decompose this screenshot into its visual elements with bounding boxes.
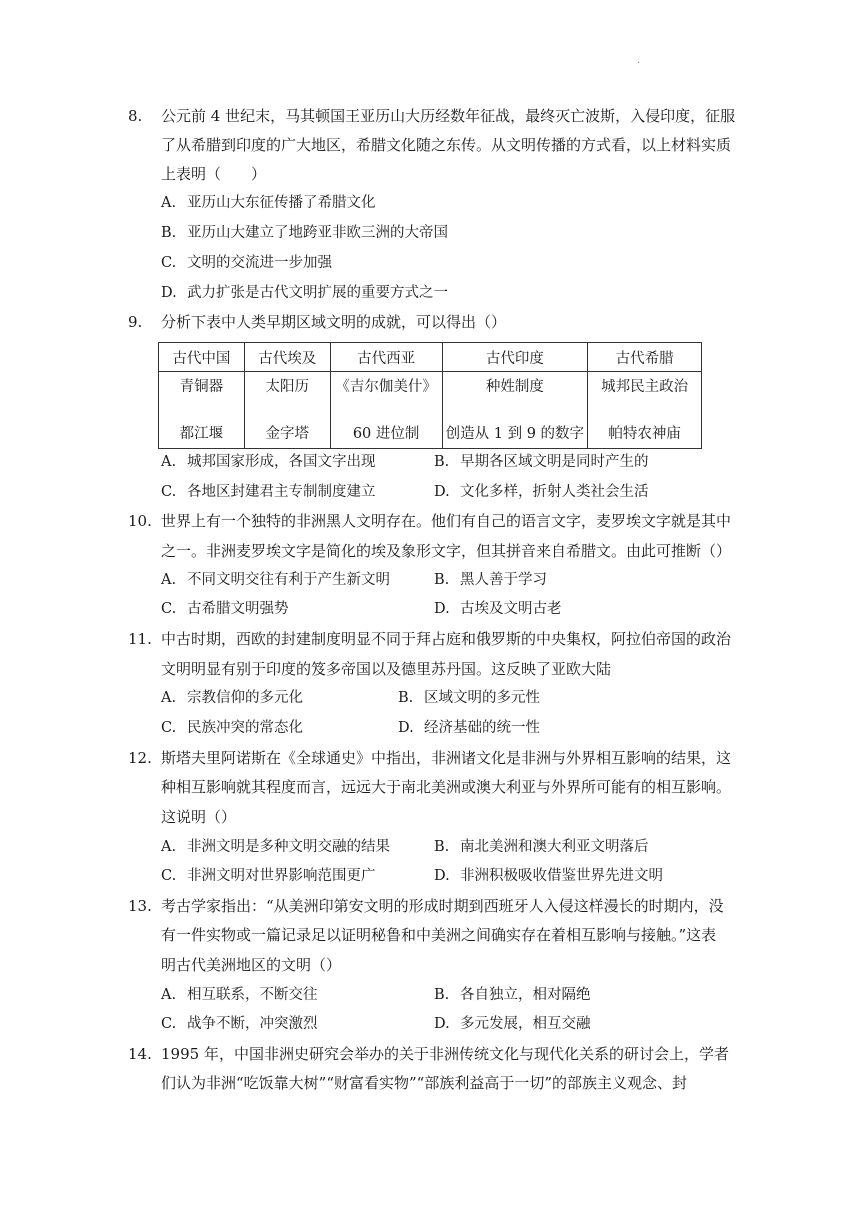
option-b[interactable]: B. 亚历山大建立了地跨亚非欧三洲的大帝国 bbox=[161, 225, 448, 241]
option-b[interactable]: B. 早期各区域文明是同时产生的 bbox=[434, 454, 649, 470]
table-header-cell: 古代西亚 bbox=[330, 343, 442, 372]
option-a[interactable]: A. 城邦国家形成，各国文字出现 bbox=[161, 454, 376, 470]
option-b[interactable]: B. 区域文明的多元性 bbox=[398, 690, 540, 706]
option-a[interactable]: A. 宗教信仰的多元化 bbox=[161, 690, 303, 706]
question-text-line: 世界上有一个独特的非洲黑人文明存在。他们有自己的语言文字，麦罗埃文字就是其中 bbox=[161, 512, 732, 530]
question-number: 8. bbox=[128, 107, 143, 125]
option-a[interactable]: A. 不同文明交往有利于产生新文明 bbox=[161, 572, 390, 588]
question-text-line: 们认为非洲“吃饭靠大树”“财富看实物”“部族利益高于一切”的部族主义观念、封 bbox=[161, 1074, 688, 1092]
option-b[interactable]: B. 各自独立，相对隔绝 bbox=[434, 987, 591, 1003]
option-b[interactable]: B. 黑人善于学习 bbox=[434, 572, 547, 588]
cell-achievement: 《吉尔伽美什》 bbox=[335, 379, 437, 395]
table-cell bbox=[588, 372, 702, 449]
civilization-table bbox=[158, 342, 702, 449]
table-cell bbox=[330, 372, 442, 449]
question-text-line: 考古学家指出：“从美洲印第安文明的形成时期到西班牙人入侵这样漫长的时期内，没 bbox=[161, 897, 724, 915]
cell-achievement: 种姓制度 bbox=[485, 379, 544, 395]
cell-achievement: 60 进位制 bbox=[352, 426, 420, 442]
cell-achievement: 金字塔 bbox=[265, 426, 310, 442]
option-d[interactable]: D. 非洲积极吸收借鉴世界先进文明 bbox=[434, 868, 663, 884]
option-d[interactable]: D. 古埃及文明古老 bbox=[434, 601, 562, 617]
question-text-line: 这说明（） bbox=[161, 808, 237, 826]
question-number: 12. bbox=[128, 749, 152, 767]
cell-achievement: 创造从 1 到 9 的数字 bbox=[445, 426, 585, 442]
option-b[interactable]: B. 南北美洲和澳大利亚文明落后 bbox=[434, 839, 649, 855]
option-c[interactable]: C. 各地区封建君主专制制度建立 bbox=[161, 484, 376, 500]
question-text-line: 了从希腊到印度的广大地区，希腊文化随之东传。从文明传播的方式看，以上材料实质 bbox=[161, 136, 732, 154]
cell-achievement: 帕特农神庙 bbox=[608, 426, 681, 442]
table-header-cell: 古代印度 bbox=[442, 343, 588, 372]
question-text-line: 上表明（ ） bbox=[161, 165, 267, 183]
table-cell bbox=[244, 372, 330, 449]
table-row bbox=[159, 372, 702, 449]
question-number: 9. bbox=[128, 313, 143, 331]
option-c[interactable]: C. 战争不断，冲突激烈 bbox=[161, 1016, 318, 1032]
table-cell bbox=[159, 372, 245, 449]
option-a[interactable]: A. 非洲文明是多种文明交融的结果 bbox=[161, 839, 390, 855]
question-text-line: 斯塔夫里阿诺斯在《全球通史》中指出，非洲诸文化是非洲与外界相互影响的结果，这 bbox=[161, 749, 732, 767]
question-text-line: 1995 年，中国非洲史研究会举办的关于非洲传统文化与现代化关系的研讨会上，学者 bbox=[161, 1045, 729, 1063]
question-text-line: 公元前 4 世纪末，马其顿国王亚历山大历经数年征战，最终灭亡波斯，入侵印度，征服 bbox=[161, 107, 736, 125]
cell-achievement: 都江堰 bbox=[179, 426, 224, 442]
table-header-row bbox=[159, 343, 702, 372]
question-text-line: 种相互影响就其程度而言，远远大于南北美洲或澳大利亚与外界所可能有的相互影响。 bbox=[161, 778, 732, 796]
question-number: 13. bbox=[128, 897, 152, 915]
option-c[interactable]: C. 古希腊文明强势 bbox=[161, 601, 289, 617]
option-a[interactable]: A. 相互联系，不断交往 bbox=[161, 987, 318, 1003]
question-text-line: 分析下表中人类早期区域文明的成就，可以得出（） bbox=[161, 313, 507, 331]
table-cell bbox=[442, 372, 588, 449]
question-text-line: 中古时期，西欧的封建制度明显不同于拜占庭和俄罗斯的中央集权，阿拉伯帝国的政治 bbox=[161, 630, 732, 648]
option-d[interactable]: D. 多元发展，相互交融 bbox=[434, 1016, 591, 1032]
question-text-line: 文明明显有别于印度的笈多帝国以及德里苏丹国。这反映了亚欧大陆 bbox=[161, 660, 612, 678]
header-dot: · bbox=[637, 58, 641, 69]
option-c[interactable]: C. 民族冲突的常态化 bbox=[161, 720, 303, 736]
question-text-line: 明古代美洲地区的文明（） bbox=[161, 956, 342, 974]
option-d[interactable]: D. 武力扩张是古代文明扩展的重要方式之一 bbox=[161, 285, 448, 301]
question-text-line: 之一。非洲麦罗埃文字是简化的埃及象形文字，但其拼音来自希腊文。由此可推断（） bbox=[161, 542, 732, 560]
question-number: 11. bbox=[128, 630, 152, 648]
option-d[interactable]: D. 经济基础的统一性 bbox=[398, 720, 540, 736]
table-header-cell: 古代中国 bbox=[159, 343, 245, 372]
question-text-line: 有一件实物或一篇记录足以证明秘鲁和中美洲之间确实存在着相互影响与接触。”这表 bbox=[161, 926, 717, 944]
question-number: 10. bbox=[128, 512, 152, 530]
question-number: 14. bbox=[128, 1045, 152, 1063]
option-d[interactable]: D. 文化多样，折射人类社会生活 bbox=[434, 484, 649, 500]
option-c[interactable]: C. 非洲文明对世界影响范围更广 bbox=[161, 868, 376, 884]
option-c[interactable]: C. 文明的交流进一步加强 bbox=[161, 255, 332, 271]
table-header-cell: 古代希腊 bbox=[588, 343, 702, 372]
option-a[interactable]: A. 亚历山大东征传播了希腊文化 bbox=[161, 195, 376, 211]
cell-achievement: 城邦民主政治 bbox=[601, 379, 689, 395]
table-header-cell: 古代埃及 bbox=[244, 343, 330, 372]
cell-achievement: 青铜器 bbox=[179, 379, 224, 395]
cell-achievement: 太阳历 bbox=[265, 379, 310, 395]
